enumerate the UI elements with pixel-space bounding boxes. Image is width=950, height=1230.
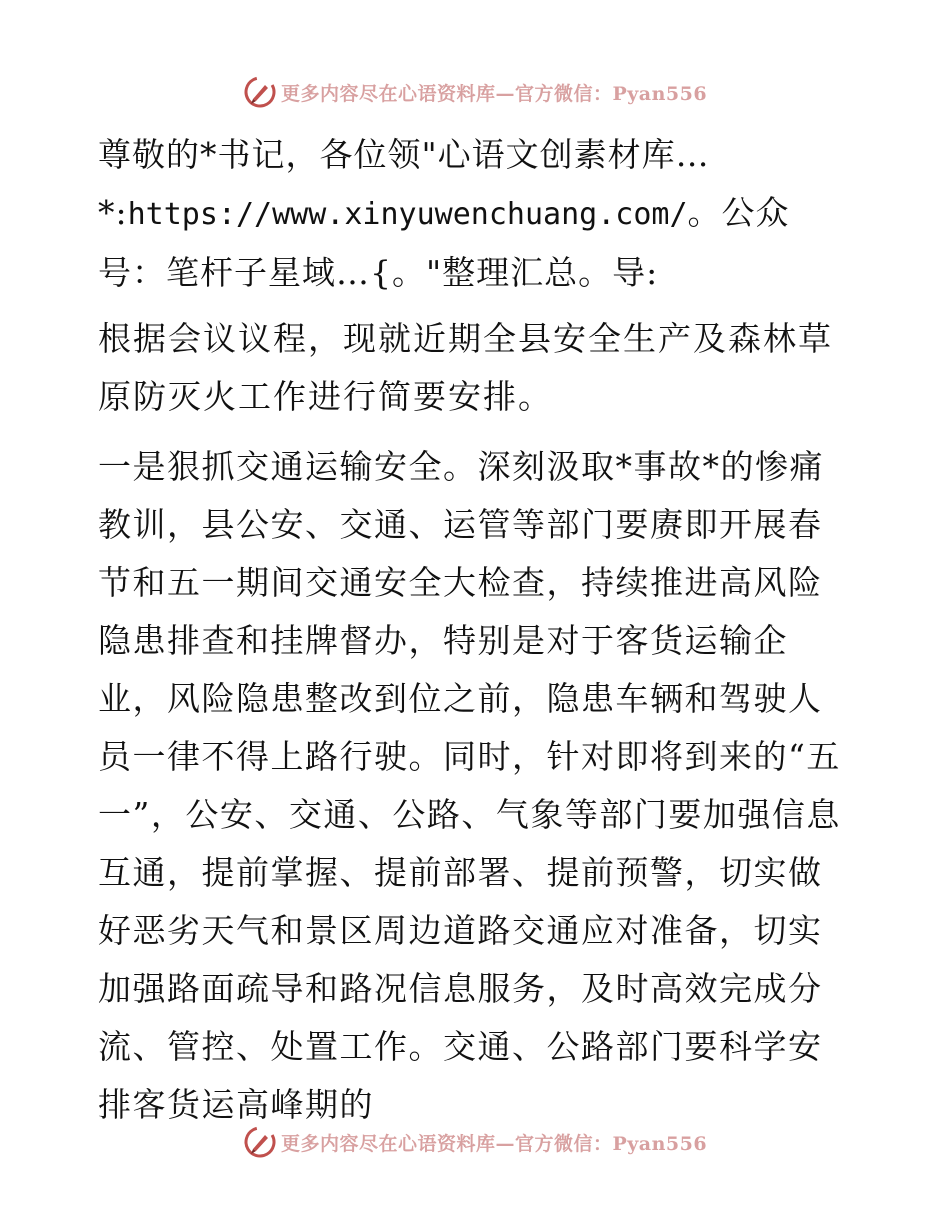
wechat-text: 。公众号：笔杆子星域…{。"整理汇总。导: xyxy=(98,193,790,292)
watermark-text: 更多内容尽在心语资料库—官方微信：Pyan556 xyxy=(280,82,708,105)
traffic-safety-text: 一是狠抓交通运输安全。深刻汲取*事故*的惨痛教训，县公安、交通、运管等部门要赓即开展春节和五一期间交通安全大检查，持续推进高风险隐患排查和挂牌督办，特别是对于客货运输企业，风险隐患整改到位之前，隐患车辆和驾驶人员一律不得上路行驶。同时，针对即将到来的“五一”，公安、交通、公路、气象等部门要加强信息互通，提前掌握、提前部署、提前预警，切实做好恶劣天气和景区周边道路交通应对准备，切实加强路面疏导和路况信息服务，及时高效完成分流、管控、处置工作。交通、公路部门要科学安排客货运高峰期的 xyxy=(98,447,841,1124)
pen-nib-logo-icon xyxy=(243,75,277,109)
watermark-text: 更多内容尽在心语资料库—官方微信：Pyan556 xyxy=(280,1132,708,1155)
header-watermark xyxy=(0,72,950,112)
pen-nib-logo-icon xyxy=(243,1125,277,1159)
paragraph-greeting xyxy=(98,126,854,302)
website-url: https://www.xinyuwenchuang.com/ xyxy=(127,197,688,232)
agenda-text: 根据会议议程，现就近期全县安全生产及森林草原防灭火工作进行简要安排。 xyxy=(98,319,833,416)
paragraph-traffic-safety xyxy=(98,438,854,1134)
greeting-text: 尊敬的*书记，各位领"心语文创素材库…*: xyxy=(98,135,710,232)
paragraph-agenda xyxy=(98,310,854,426)
footer-watermark xyxy=(0,1122,950,1162)
